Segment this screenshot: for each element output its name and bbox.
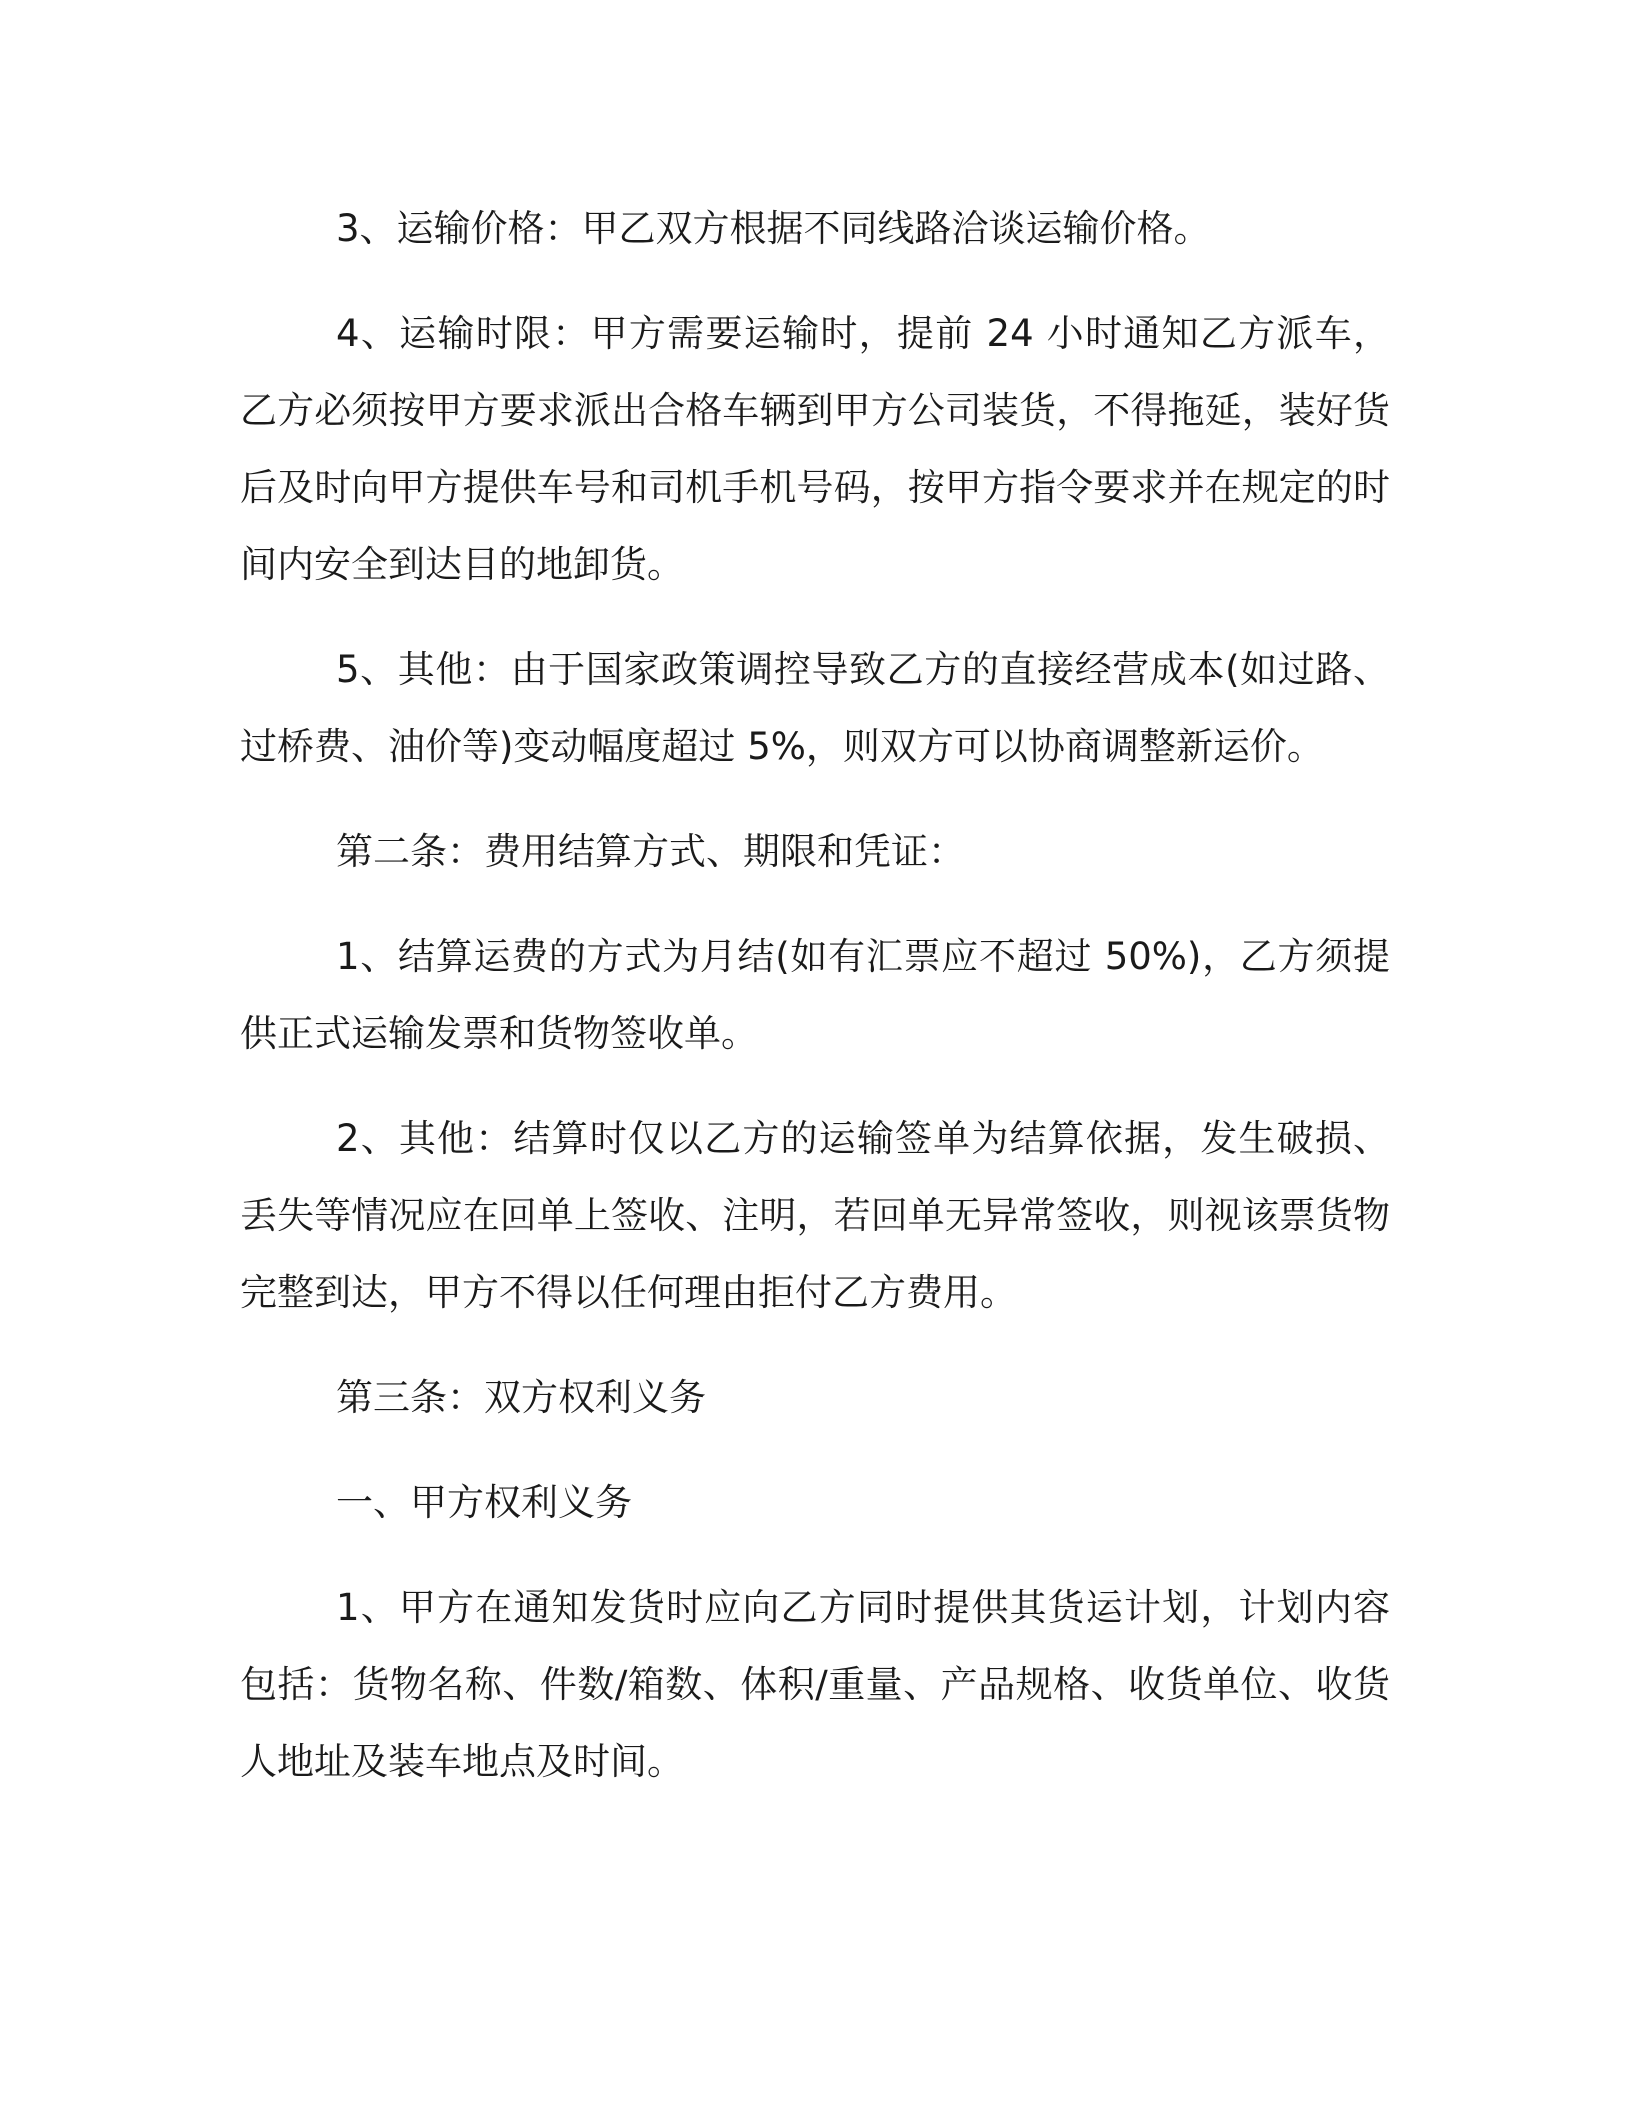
party-a-rights-heading: 一、甲方权利义务	[336, 1481, 632, 1524]
article-three-heading: 第三条：双方权利义务	[336, 1376, 706, 1419]
clause-settlement-method: 1、结算运费的方式为月结(如有汇票应不超过 50%)，乙方须提供正式运输发票和货物签收单。	[240, 935, 1390, 1055]
clause-party-a-shipping-plan: 1、甲方在通知发货时应向乙方同时提供其货运计划，计划内容包括：货物名称、件数/箱数、体积/重量、产品规格、收货单位、收货人地址及装车地点及时间。	[240, 1586, 1390, 1783]
clause-transport-price: 3、运输价格：甲乙双方根据不同线路洽谈运输价格。	[336, 207, 1211, 250]
clause-other-price-adjustment: 5、其他：由于国家政策调控导致乙方的直接经营成本(如过路、过桥费、油价等)变动幅度超过 5%，则双方可以协商调整新运价。	[240, 648, 1390, 768]
clause-settlement-other: 2、其他：结算时仅以乙方的运输签单为结算依据，发生破损、丢失等情况应在回单上签收、注明，若回单无异常签收，则视该票货物完整到达，甲方不得以任何理由拒付乙方费用。	[240, 1117, 1390, 1314]
document-body	[240, 190, 1390, 1828]
article-two-heading: 第二条：费用结算方式、期限和凭证：	[336, 830, 965, 873]
clause-transport-time-limit: 4、运输时限：甲方需要运输时，提前 24 小时通知乙方派车，乙方必须按甲方要求派出合格车辆到甲方公司装货，不得拖延，装好货后及时向甲方提供车号和司机手机号码，按甲方指令要求并在规定的时间内安全到达目的地卸货。	[240, 312, 1390, 586]
